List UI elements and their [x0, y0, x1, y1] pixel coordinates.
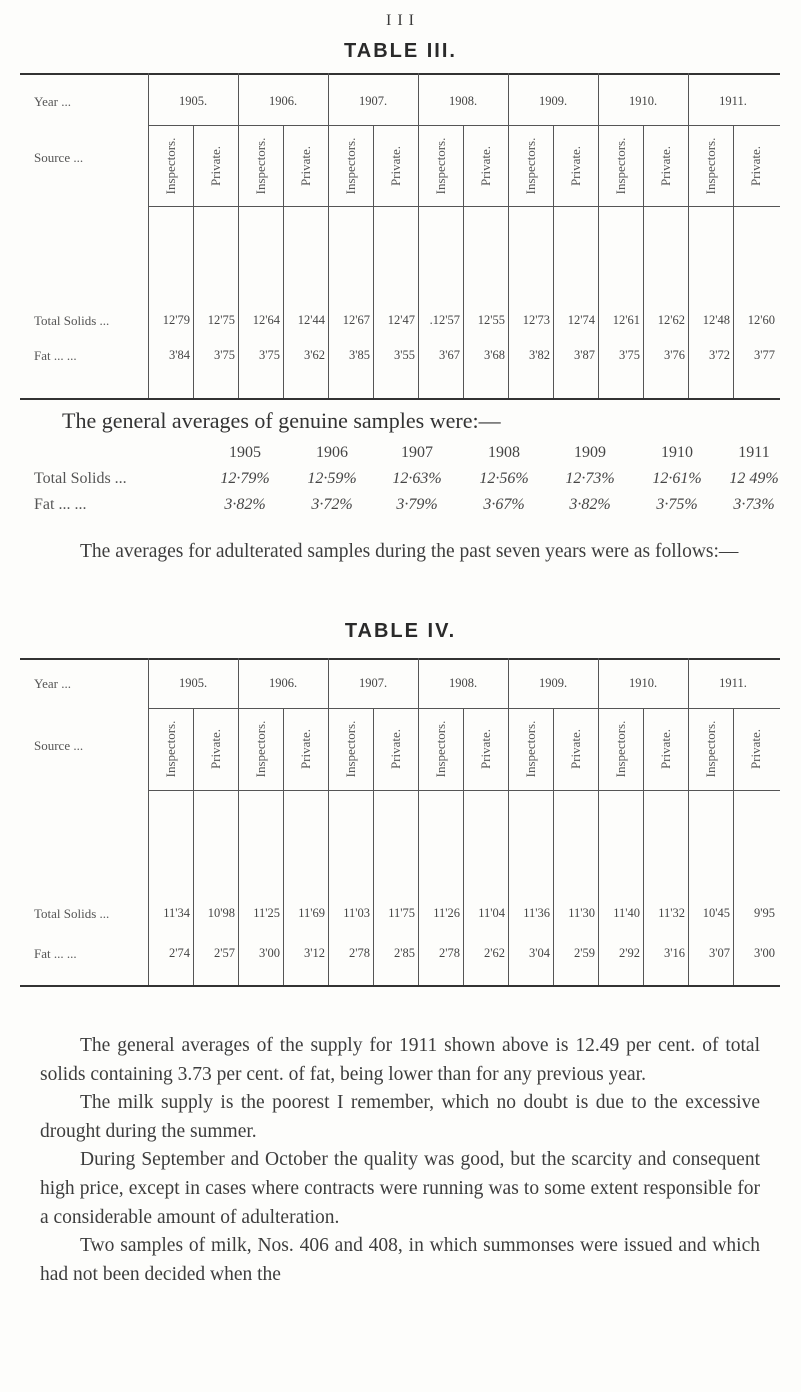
table-cell: 12'48: [702, 313, 730, 327]
average-year: 1911: [738, 444, 770, 461]
year-header: 1909.: [538, 676, 568, 690]
table-cell: 3'82: [528, 348, 550, 362]
source-header: Private.: [477, 145, 493, 186]
table-cell: 3'04: [528, 946, 550, 960]
source-header: Private.: [387, 145, 403, 186]
row-label: Total Solids ...: [34, 313, 110, 328]
column-rule: [283, 708, 284, 985]
average-value: 12·59%: [307, 470, 357, 487]
average-row-label: Fat ... ...: [34, 496, 87, 513]
average-year: 1905: [229, 444, 261, 461]
table-cell: 11'04: [478, 906, 505, 920]
source-header: Inspectors.: [162, 720, 178, 778]
source-label: Source ...: [34, 150, 84, 165]
row-label: Fat ... ...: [34, 946, 77, 961]
source-row-rule: [148, 790, 780, 791]
table-cell: 11'25: [253, 906, 280, 920]
table-cell: 9'95: [753, 906, 775, 920]
source-header: Private.: [747, 728, 763, 770]
table-cell: 12'44: [297, 313, 325, 327]
table-cell: .12'57: [429, 313, 460, 327]
year-header: 1911.: [719, 676, 747, 690]
table-cell: 3'72: [708, 348, 730, 362]
year-row-rule: [148, 125, 780, 126]
average-value: 12·56%: [479, 470, 529, 487]
table-cell: 12'55: [477, 313, 505, 327]
source-header: Private.: [297, 145, 313, 186]
adulterated-intro: The averages for adulterated samples during the past seven years were as follows:—: [80, 541, 739, 562]
source-label: Source ...: [34, 738, 84, 753]
average-year: 1908: [488, 444, 520, 461]
row-label: Total Solids ...: [34, 906, 110, 921]
table-cell: 3'55: [393, 348, 415, 362]
table-3-title: TABLE III.: [344, 40, 457, 62]
source-header: Private.: [657, 728, 673, 770]
source-row-rule: [148, 206, 780, 207]
average-value: 3·73%: [733, 496, 775, 513]
average-year: 1907: [401, 444, 433, 461]
table-cell: 2'57: [213, 946, 235, 960]
source-header: Private.: [657, 145, 673, 186]
average-value: 3·67%: [483, 496, 525, 513]
year-header: 1910.: [628, 94, 658, 108]
column-rule: [508, 658, 509, 985]
paragraph: During September and October the quality was good, but the scarcity and consequent high price, except in cases where contracts were running was to some extent responsible for a considerable amount of adulteration.: [40, 1149, 760, 1228]
source-header: Inspectors.: [702, 720, 718, 778]
source-header: Inspectors.: [702, 137, 718, 194]
table-cell: 12'61: [612, 313, 640, 327]
year-header: 1905.: [178, 676, 208, 690]
source-header: Inspectors.: [342, 137, 358, 194]
source-header: Inspectors.: [432, 137, 448, 194]
source-header: Inspectors.: [342, 720, 358, 778]
table-cell: 3'75: [258, 348, 280, 362]
source-header: Inspectors.: [432, 720, 448, 778]
column-rule: [688, 658, 689, 985]
table-cell: 11'03: [343, 906, 370, 920]
table-cell: 3'62: [303, 348, 325, 362]
year-header: 1906.: [268, 94, 298, 108]
table-bottom-rule: [20, 398, 780, 400]
source-header: Private.: [387, 728, 403, 770]
source-header: Inspectors.: [252, 720, 268, 778]
table-cell: 3'67: [438, 348, 460, 362]
table-cell: 3'00: [753, 946, 775, 960]
table-cell: 2'85: [393, 946, 415, 960]
table-cell: 11'32: [658, 906, 685, 920]
column-rule: [148, 658, 149, 985]
table-cell: 3'00: [258, 946, 280, 960]
source-header: Private.: [207, 145, 223, 186]
table-cell: 11'30: [568, 906, 595, 920]
table-cell: 12'67: [342, 313, 370, 327]
table-cell: 12'62: [657, 313, 685, 327]
column-rule: [328, 658, 329, 985]
average-value: 12·79%: [220, 470, 270, 487]
table-cell: 3'12: [303, 946, 325, 960]
year-header: 1908.: [448, 94, 478, 108]
average-year: 1910: [661, 444, 693, 461]
average-year: 1906: [316, 444, 348, 461]
row-label: Fat ... ...: [34, 348, 77, 363]
average-value: 12·63%: [392, 470, 442, 487]
table-cell: 12'75: [207, 313, 235, 327]
column-rule: [463, 708, 464, 985]
table-cell: 11'69: [298, 906, 325, 920]
table-bottom-rule: [20, 985, 780, 987]
column-rule: [643, 708, 644, 985]
body-text: [40, 1032, 760, 1289]
averages-intro: The general averages of genuine samples were:—: [62, 408, 501, 433]
table-cell: 12'47: [387, 313, 415, 327]
column-rule: [553, 708, 554, 985]
source-header: Inspectors.: [522, 720, 538, 778]
column-rule: [193, 708, 194, 985]
table-cell: 2'78: [348, 946, 370, 960]
average-year: 1909: [574, 444, 606, 461]
table-cell: 3'75: [618, 348, 640, 362]
source-header: Private.: [747, 145, 763, 186]
source-header: Private.: [567, 728, 583, 770]
year-header: 1910.: [628, 676, 658, 690]
year-header: 1907.: [358, 676, 388, 690]
source-header: Inspectors.: [522, 137, 538, 194]
table-cell: 11'40: [613, 906, 640, 920]
source-header: Private.: [477, 728, 493, 770]
year-row-rule: [148, 708, 780, 709]
table-cell: 11'34: [163, 906, 190, 920]
table-cell: 3'85: [348, 348, 370, 362]
column-rule: [238, 658, 239, 985]
average-value: 3·82%: [224, 496, 266, 513]
column-rule: [598, 658, 599, 985]
table-cell: 12'73: [522, 313, 550, 327]
paragraph: The milk supply is the poorest I remember, which no doubt is due to the excessive drought during the summer.: [40, 1092, 760, 1142]
table-cell: 2'78: [438, 946, 460, 960]
table-4-title: TABLE IV.: [344, 620, 457, 642]
table-cell: 12'79: [162, 313, 190, 327]
average-value: 3·79%: [396, 496, 438, 513]
source-header: Private.: [207, 728, 223, 770]
average-value: 3·82%: [569, 496, 611, 513]
source-header: Inspectors.: [252, 137, 268, 194]
source-header: Inspectors.: [162, 137, 178, 194]
source-header: Inspectors.: [612, 720, 628, 778]
year-header: 1909.: [538, 94, 568, 108]
table-cell: 12'74: [567, 313, 595, 327]
table-cell: 2'74: [168, 946, 190, 960]
table-cell: 3'77: [753, 348, 775, 362]
year-label: Year ...: [34, 676, 71, 691]
year-header: 1907.: [358, 94, 388, 108]
table-cell: 12'60: [747, 313, 775, 327]
column-rule: [733, 708, 734, 985]
page-number: I I I: [386, 12, 415, 29]
source-header: Inspectors.: [612, 137, 628, 194]
year-label: Year ...: [34, 94, 71, 109]
paragraph: The general averages of the supply for 1911 shown above is 12.49 per cent. of total solids containing 3.73 per cent. of fat, being lower than for any previous year.: [40, 1035, 760, 1085]
average-row-label: Total Solids ...: [34, 470, 127, 487]
table-top-rule: [20, 658, 780, 660]
year-header: 1906.: [268, 676, 298, 690]
paragraph: Two samples of milk, Nos. 406 and 408, in which summonses were issued and which had not been decided when the: [40, 1235, 760, 1285]
table-cell: 3'87: [573, 348, 595, 362]
average-value: 3·75%: [656, 496, 698, 513]
column-rule: [418, 658, 419, 985]
average-value: 12·61%: [652, 470, 702, 487]
source-header: Private.: [297, 728, 313, 770]
average-value: 3·72%: [311, 496, 353, 513]
column-rule: [373, 708, 374, 985]
table-cell: 2'92: [618, 946, 640, 960]
table-cell: 3'68: [483, 348, 505, 362]
year-header: 1908.: [448, 676, 478, 690]
average-value: 12·73%: [565, 470, 615, 487]
source-header: Private.: [567, 145, 583, 186]
table-cell: 3'84: [168, 348, 190, 362]
table-cell: 11'75: [388, 906, 415, 920]
table-cell: 11'36: [523, 906, 550, 920]
table-cell: 3'75: [213, 348, 235, 362]
table-top-rule: [20, 73, 780, 75]
year-header: 1905.: [178, 94, 208, 108]
year-header: 1911.: [719, 94, 747, 108]
table-cell: 2'62: [483, 946, 505, 960]
average-value: 12 49%: [729, 470, 779, 487]
table-cell: 10'45: [702, 906, 730, 920]
table-cell: 10'98: [207, 906, 235, 920]
table-cell: 2'59: [573, 946, 595, 960]
table-cell: 3'76: [663, 348, 685, 362]
table-cell: 3'07: [708, 946, 730, 960]
table-cell: 12'64: [252, 313, 280, 327]
table-cell: 3'16: [663, 946, 685, 960]
table-cell: 11'26: [433, 906, 460, 920]
